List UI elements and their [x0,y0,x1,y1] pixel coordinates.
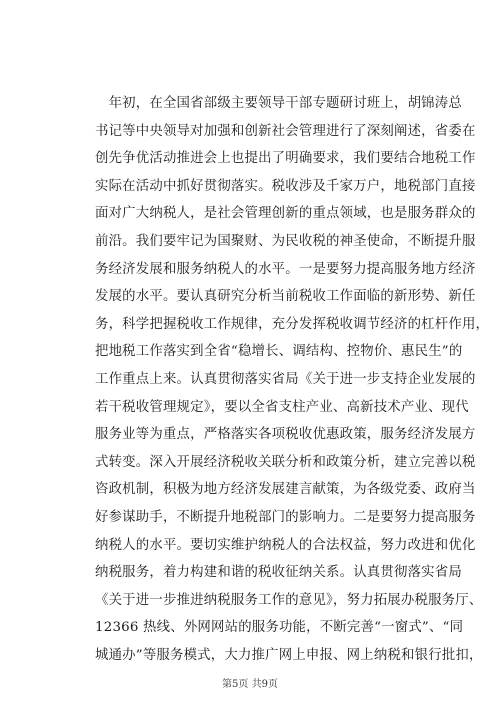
text-line: 书记等中央领导对加强和创新社会管理进行了深刻阐述，省委在 [95,123,476,139]
text-line: 纳税人的水平。要切实维护纳税人的合法权益，努力改进和优化 [95,537,476,553]
text-line: 若干税收管理规定》，要以全省支柱产业、高新技术产业、现代 [95,399,469,415]
text-line: 实际在活动中抓好贯彻落实。税收涉及千家万户，地税部门直接 [95,178,476,194]
text-line: 式转变。深入开展经济税收关联分析和政策分析，建立完善以税 [95,454,476,470]
text-line: 《关于进一步推进纳税服务工作的意见》，努力拓展办税服务厅、 [95,592,483,608]
text-line: 12366 热线、外网网站的服务功能，不断完善“一窗式”、“同 [95,620,464,636]
text-line: 前沿。我们要牢记为国聚财、为民收税的神圣使命，不断提升服 [95,233,476,249]
text-line: 年初，在全国省部级主要领导干部专题研讨班上，胡锦涛总 [95,96,462,111]
text-line: 务经济发展和服务纳税人的水平。一是要努力提高服务地方经济 [95,261,476,277]
text-line: 好参谋助手，不断提升地税部门的影响力。二是要努力提高服务 [95,509,476,525]
text-line: 创先争优活动推进会上也提出了明确要求，我们要结合地税工作 [95,151,476,167]
page-number: 第5页 共9页 [222,679,278,690]
text-line: 咨政机制，积极为地方经济发展建言献策，为各级党委、政府当 [95,482,476,498]
body-paragraph [95,90,490,669]
page-footer [0,675,500,690]
text-line: 工作重点上来。认真贯彻落实省局《关于进一步支持企业发展的 [95,371,476,387]
text-line: 把地税工作落实到全省“稳增长、调结构、控物价、惠民生”的 [95,344,463,360]
text-line: 纳税服务，着力构建和谐的税收征纳关系。认真贯彻落实省局 [95,565,462,581]
text-line: 面对广大纳税人，是社会管理创新的重点领域，也是服务群众的 [95,206,476,222]
text-line: 务，科学把握税收工作规律，充分发挥税收调节经济的杠杆作用， [95,316,490,332]
text-line: 服务业等为重点，严格落实各项税收优惠政策，服务经济发展方 [95,427,476,443]
text-line: 发展的水平。要认真研究分析当前税收工作面临的新形势、新任 [95,289,476,305]
text-line: 城通办”等服务模式，大力推广网上申报、网上纳税和银行批扣， [95,647,483,663]
